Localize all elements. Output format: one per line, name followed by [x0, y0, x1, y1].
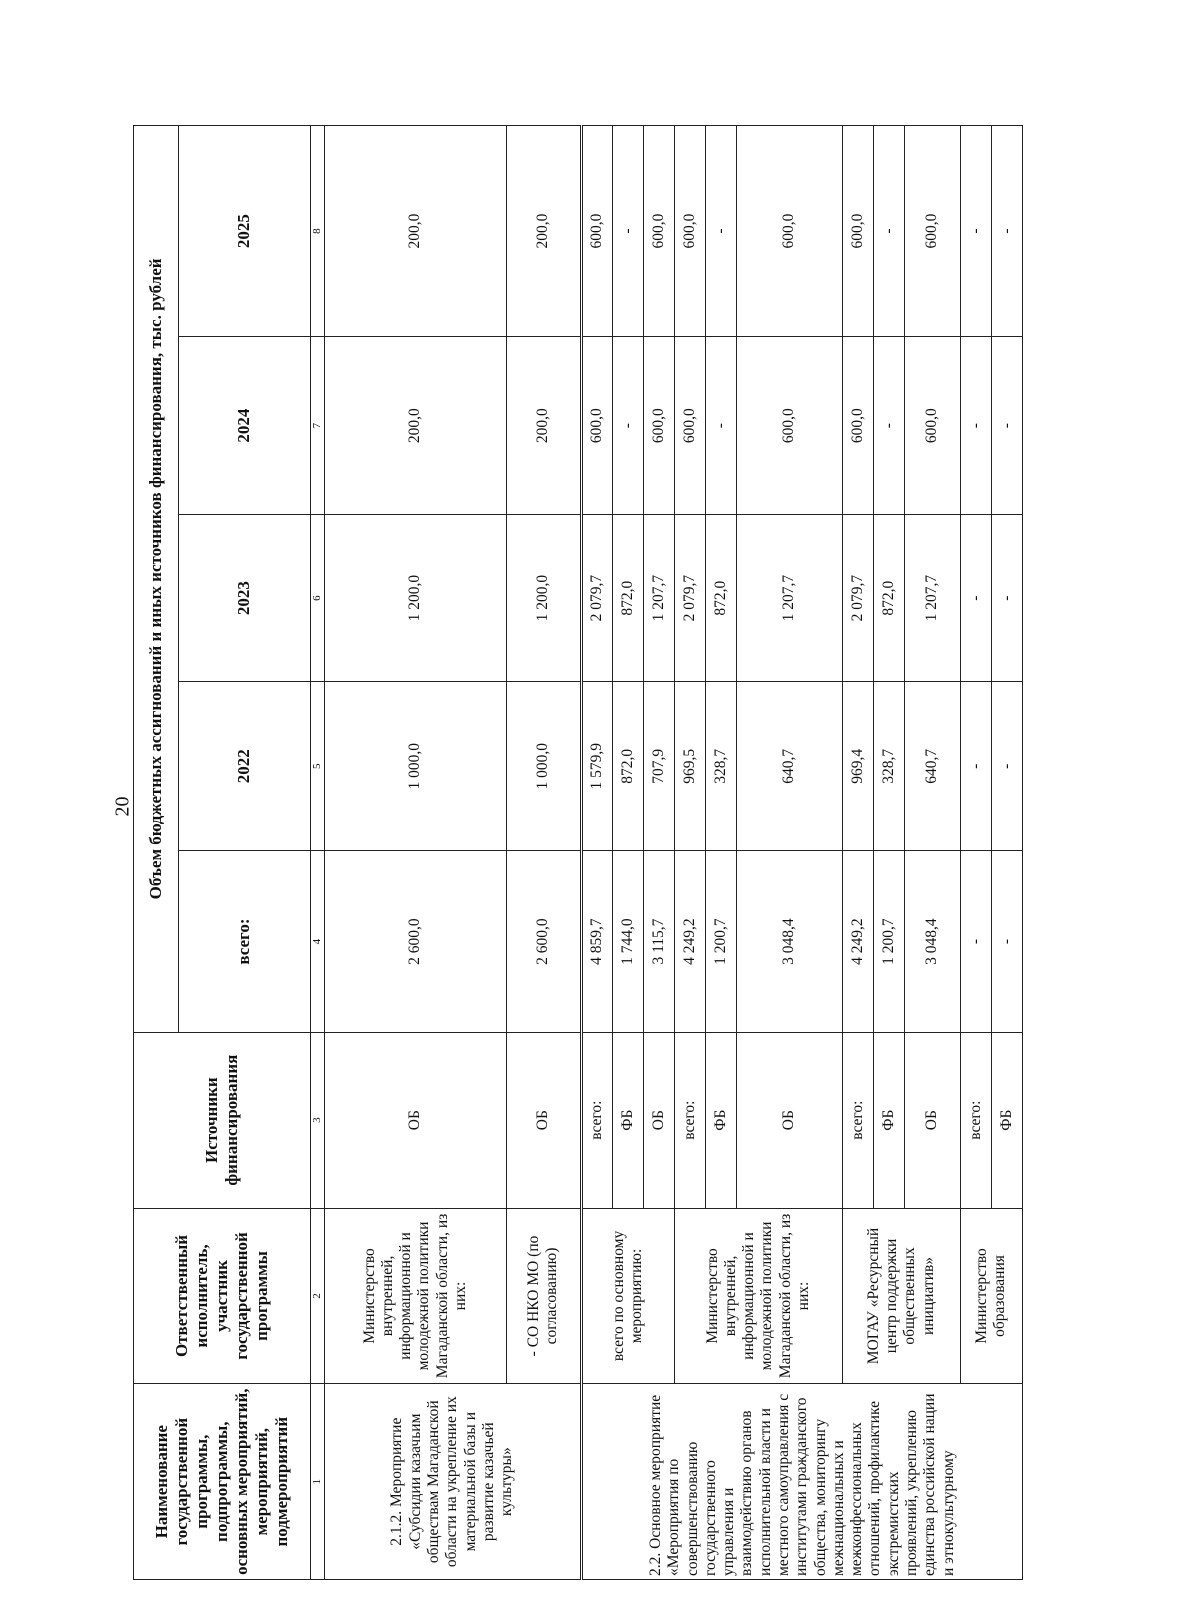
value-cell: 1 200,7	[873, 851, 904, 1032]
value-cell: 600,0	[581, 337, 612, 515]
value-cell: -	[705, 126, 736, 337]
value-cell: 640,7	[736, 682, 842, 851]
column-number: 1	[311, 1384, 325, 1580]
header-total: всего:	[179, 851, 311, 1032]
funding-table	[133, 125, 1023, 1580]
value-cell: 600,0	[674, 126, 705, 337]
value-cell: 200,0	[324, 337, 506, 515]
header-executor: Ответственный исполнитель, участник государственной программы	[134, 1208, 311, 1384]
column-number: 3	[311, 1032, 325, 1208]
source-cell: ОБ	[736, 1032, 842, 1208]
value-cell: 1 200,7	[705, 851, 736, 1032]
value-cell: -	[612, 126, 643, 337]
column-number: 2	[311, 1208, 325, 1384]
value-cell: 600,0	[842, 337, 873, 515]
source-cell: всего:	[581, 1032, 612, 1208]
source-cell: ФБ	[991, 1032, 1022, 1208]
value-cell: -	[991, 126, 1022, 337]
executor-cell: Министерство внутренней, информационной и молодежной политики Магаданской области, из них:	[674, 1208, 842, 1384]
value-cell: -	[873, 337, 904, 515]
value-cell: 3 048,4	[736, 851, 842, 1032]
value-cell: -	[991, 515, 1022, 682]
value-cell: 2 079,7	[674, 515, 705, 682]
executor-cell: МОГАУ «Ресурсный центр поддержки общественных инициатив»	[842, 1208, 960, 1384]
value-cell: 707,9	[643, 682, 674, 851]
value-cell: 200,0	[324, 126, 506, 337]
value-cell: -	[991, 337, 1022, 515]
value-cell: 4 249,2	[674, 851, 705, 1032]
value-cell: 1 207,7	[904, 515, 960, 682]
value-cell: 872,0	[873, 515, 904, 682]
value-cell: -	[991, 851, 1022, 1032]
value-cell: 600,0	[736, 126, 842, 337]
executor-cell: всего по основному мероприятию:	[581, 1208, 674, 1384]
page-number: 20	[111, 796, 134, 817]
value-cell: 4 249,2	[842, 851, 873, 1032]
value-cell: 600,0	[643, 126, 674, 337]
value-cell: -	[960, 851, 991, 1032]
value-cell: -	[960, 126, 991, 337]
value-cell: 1 200,0	[506, 515, 581, 682]
value-cell: -	[960, 682, 991, 851]
value-cell: 600,0	[904, 337, 960, 515]
source-cell: ФБ	[705, 1032, 736, 1208]
value-cell: -	[991, 682, 1022, 851]
source-cell: ОБ	[643, 1032, 674, 1208]
value-cell: 600,0	[736, 337, 842, 515]
measure-name: 2.1.2. Мероприятие «Субсидии казачьим обществам Магаданской области на укрепление их материальной базы и развитие казачьей культуры»	[324, 1384, 581, 1580]
value-cell: -	[960, 515, 991, 682]
value-cell: 2 079,7	[581, 515, 612, 682]
value-cell: -	[705, 337, 736, 515]
source-cell: ФБ	[612, 1032, 643, 1208]
value-cell: 1 200,0	[324, 515, 506, 682]
executor-cell: - СО НКО МО (по согласованию)	[506, 1208, 581, 1384]
value-cell: 600,0	[842, 126, 873, 337]
value-cell: 600,0	[674, 337, 705, 515]
source-cell: ОБ	[904, 1032, 960, 1208]
header-year: 2023	[179, 515, 311, 682]
source-cell: всего:	[960, 1032, 991, 1208]
measure-name: 2.2. Основное мероприятие «Мероприятия по совершенствованию государственного управления и взаимодействию органов исполнительной власти и местного самоуправления с институтами гражданского общества, мониторингу межнациональных и межконфессиональных отношений, профилактике экстремистских проявлений, укреплению единства российской нации и этнокультурному	[581, 1384, 1022, 1580]
value-cell: 328,7	[873, 682, 904, 851]
value-cell: 1 000,0	[506, 682, 581, 851]
value-cell: 872,0	[612, 682, 643, 851]
value-cell: 600,0	[643, 337, 674, 515]
value-cell: 640,7	[904, 682, 960, 851]
value-cell: 3 048,4	[904, 851, 960, 1032]
header-program-name: Наименование государственной программы, подпрограммы, основных мероприятий, мероприятий, подмероприятий	[134, 1384, 311, 1580]
rotated-table-container	[133, 125, 1025, 1580]
value-cell: 872,0	[612, 515, 643, 682]
value-cell: 1 207,7	[643, 515, 674, 682]
header-funding-source: Источники финансирования	[134, 1032, 311, 1208]
source-cell: всего:	[674, 1032, 705, 1208]
column-number: 8	[311, 126, 325, 337]
value-cell: 872,0	[705, 515, 736, 682]
value-cell: 200,0	[506, 126, 581, 337]
column-number: 4	[311, 851, 325, 1032]
header-funding-volume: Объем бюджетных ассигнований и иных источников финансирования, тыс. рублей	[134, 126, 179, 1033]
value-cell: 200,0	[506, 337, 581, 515]
executor-cell: Министерство внутренней, информационной и молодежной политики Магаданской области, из них:	[324, 1208, 506, 1384]
source-cell: ОБ	[324, 1032, 506, 1208]
value-cell: 969,4	[842, 682, 873, 851]
value-cell: -	[873, 126, 904, 337]
value-cell: 2 079,7	[842, 515, 873, 682]
column-number: 6	[311, 515, 325, 682]
value-cell: 2 600,0	[324, 851, 506, 1032]
value-cell: 600,0	[904, 126, 960, 337]
header-year: 2025	[179, 126, 311, 337]
value-cell: -	[960, 337, 991, 515]
value-cell: 3 115,7	[643, 851, 674, 1032]
value-cell: -	[612, 337, 643, 515]
header-year: 2024	[179, 337, 311, 515]
column-number: 7	[311, 337, 325, 515]
value-cell: 4 859,7	[581, 851, 612, 1032]
header-year: 2022	[179, 682, 311, 851]
source-cell: ОБ	[506, 1032, 581, 1208]
value-cell: 1 579,9	[581, 682, 612, 851]
executor-cell: Министерство образования	[960, 1208, 1022, 1384]
value-cell: 600,0	[581, 126, 612, 337]
value-cell: 1 744,0	[612, 851, 643, 1032]
value-cell: 1 000,0	[324, 682, 506, 851]
value-cell: 1 207,7	[736, 515, 842, 682]
value-cell: 2 600,0	[506, 851, 581, 1032]
value-cell: 328,7	[705, 682, 736, 851]
source-cell: ФБ	[873, 1032, 904, 1208]
column-number: 5	[311, 682, 325, 851]
source-cell: всего:	[842, 1032, 873, 1208]
value-cell: 969,5	[674, 682, 705, 851]
